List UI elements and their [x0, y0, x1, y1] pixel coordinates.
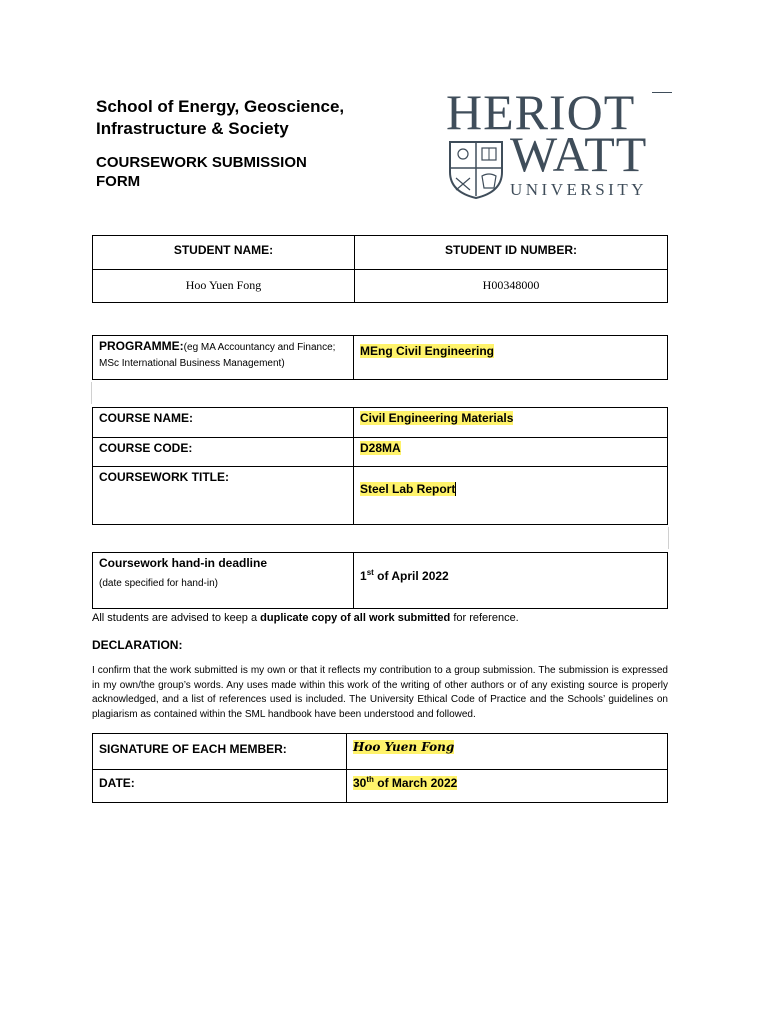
course-table [92, 407, 668, 525]
student-table [92, 235, 668, 303]
signature-row [93, 734, 668, 770]
course-name-label: COURSE NAME: [93, 408, 354, 438]
signature-label: SIGNATURE OF EACH MEMBER: [93, 734, 347, 770]
margin-marker [91, 382, 92, 404]
deadline-suffix: st [366, 568, 374, 577]
logo-university: UNIVERSITY [510, 180, 647, 199]
deadline-day: 1 [360, 569, 367, 583]
course-code-label: COURSE CODE: [93, 438, 354, 467]
programme-hint-prefix: (eg [183, 342, 199, 353]
margin-marker [668, 527, 669, 549]
advisory-bold: duplicate copy of all work submitted [260, 612, 451, 624]
deadline-table [92, 552, 668, 609]
programme-hint-rest: MA Accountancy and Finance; [198, 342, 336, 353]
programme-row [93, 336, 668, 380]
deadline-sublabel: (date specified for hand-in) [99, 578, 218, 589]
course-code-value[interactable]: D28MA [360, 441, 401, 455]
crest-icon [446, 138, 506, 200]
programme-label: PROGRAMME: [99, 339, 184, 353]
date-row [93, 770, 668, 803]
advisory-prefix: All students are advised to keep a [92, 612, 261, 624]
declaration-title: DECLARATION: [92, 638, 183, 652]
course-name-row [93, 408, 668, 438]
date-label: DATE: [93, 770, 347, 803]
declaration-text: I confirm that the work submitted is my own or that it reflects my contribution to a group submission. The submission is expressed in my own/the group’s words. Any uses made within this work of the writing of other authors or of any existing source is properly acknowledged, and a list of references used is included. The University Ethical Code of Practice and the Schools’ guidelines on plagiarism as contained within the SML handbook have been understood and followed. [92, 665, 668, 720]
course-code-value-cell[interactable] [354, 438, 668, 467]
date-rest: of March 2022 [373, 776, 458, 790]
course-name-value-cell[interactable] [354, 408, 668, 438]
date-suffix: th [366, 775, 374, 784]
logo-heriot: HERIOT [446, 84, 636, 140]
programme-value[interactable]: MEng Civil Engineering [360, 344, 495, 358]
school-name [96, 96, 344, 140]
student-value-row [93, 270, 668, 303]
deadline-value-cell[interactable] [354, 553, 668, 609]
course-code-row [93, 438, 668, 467]
programme-table [92, 335, 668, 380]
school-line-2: Infrastructure & Society [96, 119, 289, 138]
coursework-title-value-cell[interactable] [354, 467, 668, 525]
deadline-row [93, 553, 668, 609]
signature-value-cell[interactable] [347, 734, 668, 770]
student-name-label: STUDENT NAME: [93, 236, 355, 270]
deadline-label: Coursework hand-in deadline [99, 556, 268, 570]
advisory-note [92, 612, 519, 624]
coursework-title-label: COURSEWORK TITLE: [93, 467, 354, 525]
student-header-row [93, 236, 668, 270]
programme-hint-line-2: MSc International Business Management) [99, 358, 285, 369]
heriot-watt-logo [446, 84, 672, 203]
deadline-label-cell [93, 553, 354, 609]
logo-rule [652, 92, 672, 93]
school-line-1: School of Energy, Geoscience, [96, 97, 345, 116]
programme-value-cell[interactable] [354, 336, 668, 380]
coursework-title-value[interactable]: Steel Lab Report [360, 482, 456, 496]
student-id-value[interactable]: H00348000 [355, 270, 668, 303]
form-title-line-1: COURSEWORK SUBMISSION [96, 154, 307, 171]
date-value[interactable] [353, 776, 457, 790]
course-name-value[interactable]: Civil Engineering Materials [360, 411, 514, 425]
deadline-rest: of April 2022 [373, 569, 449, 583]
form-title [96, 153, 307, 191]
logo-watt: WATT [510, 126, 648, 182]
date-value-cell[interactable] [347, 770, 668, 803]
advisory-suffix: for reference. [450, 612, 519, 624]
signature-table [92, 733, 668, 803]
student-name-value[interactable]: Hoo Yuen Fong [93, 270, 355, 303]
coursework-title-row [93, 467, 668, 525]
student-id-label: STUDENT ID NUMBER: [355, 236, 668, 270]
date-day: 30 [353, 776, 367, 790]
form-title-line-2: FORM [96, 173, 141, 190]
signature-value[interactable]: Hoo Yuen Fong [353, 740, 455, 754]
programme-label-cell [93, 336, 354, 380]
